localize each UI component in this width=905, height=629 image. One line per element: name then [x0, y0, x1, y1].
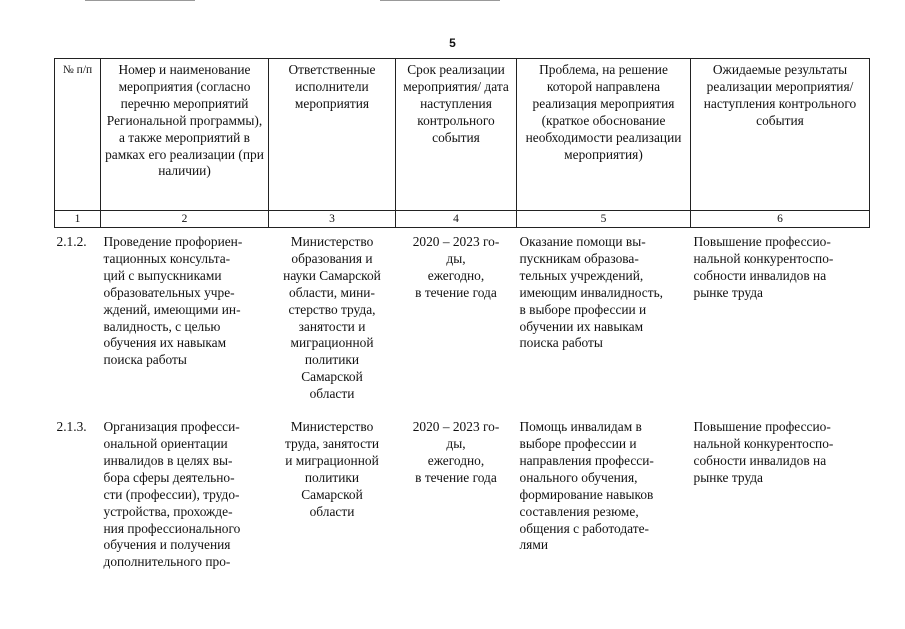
column-number-row: [55, 211, 870, 228]
row-number: 2.1.2.: [56, 234, 87, 249]
header-responsible: Ответственные исполнители мероприятия: [269, 59, 396, 211]
row-term: 2020 – 2023 го- ды, ежегодно, в течение года: [412, 419, 500, 485]
row-responsible: Министерство труда, занятости и миграционной политики Самарской области: [284, 419, 380, 519]
row-problem: Помощь инвалидам в выборе профессии и направления професси- онального обучения, формирование навыков составления резюме, общения с работодате- лями: [519, 419, 654, 553]
top-rule-right: [380, 0, 500, 1]
header-term: Срок реализации мероприятия/ дата наступления контрольного события: [396, 59, 517, 211]
page-number: 5: [449, 36, 456, 50]
row-number: 2.1.3.: [56, 419, 87, 435]
header-event: Номер и наименование мероприятия (согласно перечню мероприятий Региональной программы), а также мероприятий в рамках его реализации (при наличии): [101, 59, 269, 211]
column-number: 6: [691, 211, 870, 228]
column-number: 5: [517, 211, 691, 228]
column-number: 4: [396, 211, 517, 228]
row-event: Проведение профориен- тационных консульта- ций с выпускниками образовательных учре- ждений, имеющими ин- валидность, с целью обучения их навыкам поиска работы: [103, 234, 243, 368]
header-result: Ожидаемые результаты реализации мероприятия/ наступления контрольного события: [691, 59, 870, 211]
column-number: 2: [101, 211, 269, 228]
table-row: [55, 228, 870, 414]
row-problem: Оказание помощи вы- пускникам образова- тельных учреждений, имеющим инвалидность, в выборе профессии и обучении их навыкам поиска работы: [519, 234, 664, 351]
row-event: Организация професси- ональной ориентации инвалидов в целях вы- бора сферы деятельно- сти (профессии), трудо- устройства, прохожде- ния профессионального обучения и получения дополнительного про-: [103, 419, 241, 570]
column-number: 1: [55, 211, 101, 228]
row-result: Повышение профессио- нальной конкурентоспо- собности инвалидов на рынке труда: [693, 419, 834, 485]
header-number: № п/п: [55, 59, 101, 211]
header-problem: Проблема, на решение которой направлена реализация мероприятия (краткое обоснование необходимости реализации мероприятия): [517, 59, 691, 211]
header-row: [55, 59, 870, 211]
column-number: 3: [269, 211, 396, 228]
table-row: [55, 413, 870, 581]
row-result: Повышение профессио- нальной конкурентоспо- собности инвалидов на рынке труда: [693, 234, 834, 300]
row-responsible: Министерство образования и науки Самарской области, мини- стерство труда, занятости и миграционной политики Самарской области: [283, 234, 381, 402]
top-rule-left: [85, 0, 195, 1]
measures-table: [54, 58, 870, 581]
row-term: 2020 – 2023 го- ды, ежегодно, в течение года: [412, 234, 500, 300]
